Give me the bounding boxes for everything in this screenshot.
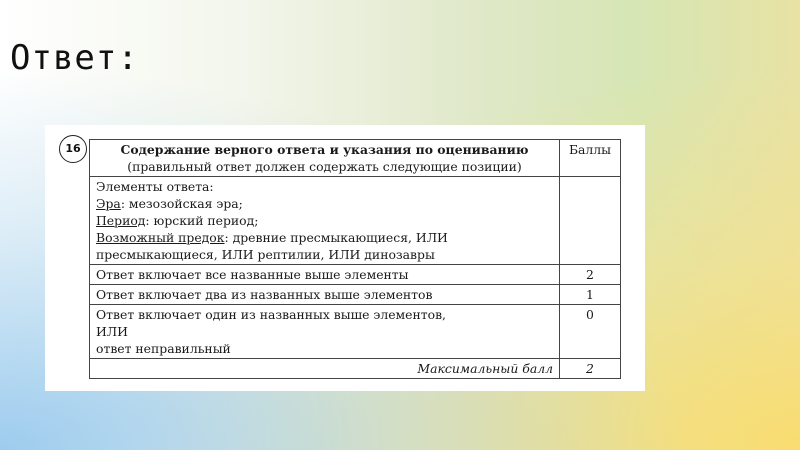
criterion-line: ИЛИ <box>96 324 128 339</box>
answer-elements-cell <box>90 177 560 265</box>
era-label: Эра <box>96 196 121 211</box>
content-header-title: Содержание верного ответа и указания по оцениванию <box>120 142 529 157</box>
grading-sheet <box>45 125 645 391</box>
ancestor-text-1: : древние пресмыкающиеся, ИЛИ <box>224 230 448 245</box>
ancestor-label: Возможный предок <box>96 230 225 245</box>
table-row <box>90 305 621 359</box>
criterion-points: 1 <box>560 285 621 305</box>
era-line <box>96 195 553 212</box>
period-label: Период <box>96 213 146 228</box>
criterion-line: ответ неправильный <box>96 341 231 356</box>
table-row <box>90 285 621 305</box>
table-row <box>90 265 621 285</box>
answer-elements-points-cell <box>560 177 621 265</box>
header-row <box>90 140 621 177</box>
max-score-value: 2 <box>560 359 621 379</box>
answer-elements-row <box>90 177 621 265</box>
criterion-text: Ответ включает два из названных выше элементов <box>90 285 560 305</box>
points-header-cell: Баллы <box>560 140 621 177</box>
period-text: : юрский период; <box>145 213 259 228</box>
content-header-subtitle: (правильный ответ должен содержать следующие позиции) <box>127 159 522 174</box>
ancestor-line <box>96 229 553 246</box>
criterion-text-multiline <box>90 305 560 359</box>
grading-table <box>89 139 621 379</box>
content-header-cell <box>90 140 560 177</box>
elements-intro: Элементы ответа: <box>96 179 214 194</box>
slide-title: Ответ: <box>10 38 139 78</box>
max-score-label: Максимальный балл <box>90 359 560 379</box>
criterion-points: 0 <box>560 305 621 359</box>
criterion-points: 2 <box>560 265 621 285</box>
ancestor-text-2: пресмыкающиеся, ИЛИ рептилии, ИЛИ динозавры <box>96 247 435 262</box>
criterion-text: Ответ включает все названные выше элементы <box>90 265 560 285</box>
max-score-row <box>90 359 621 379</box>
period-line <box>96 212 553 229</box>
criterion-line: Ответ включает один из названных выше элементов, <box>96 307 446 322</box>
task-number-badge: 16 <box>59 135 87 163</box>
era-text: : мезозойская эра; <box>120 196 243 211</box>
